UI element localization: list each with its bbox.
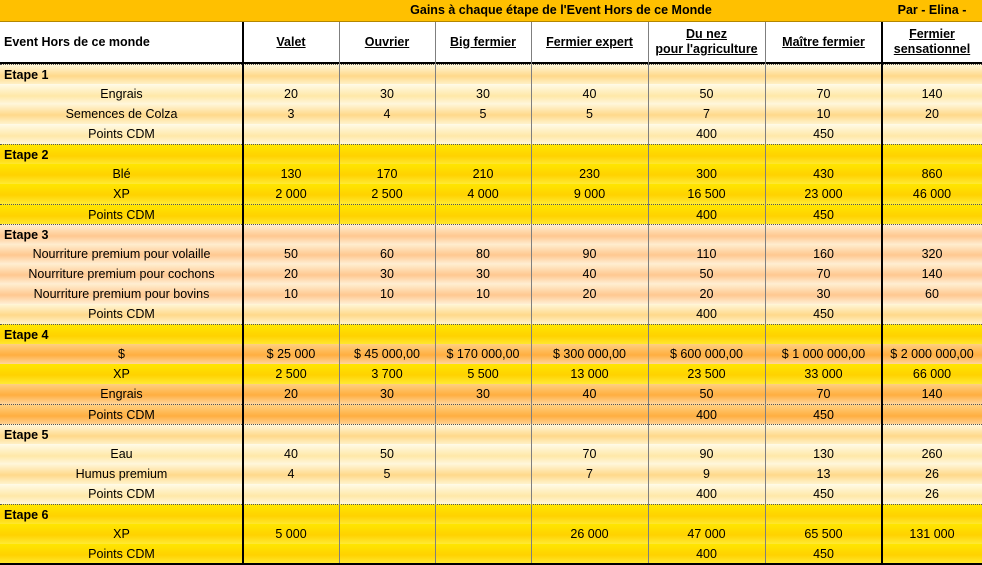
table-cell: 10 xyxy=(476,287,490,301)
table-cell: 60 xyxy=(380,247,394,261)
table-row xyxy=(0,184,982,204)
table-cell: 46 000 xyxy=(912,187,952,201)
table-cell xyxy=(531,205,648,225)
header-row xyxy=(0,22,982,64)
table-row xyxy=(0,484,982,504)
table-cell: 30 xyxy=(476,387,490,401)
table-row xyxy=(0,164,982,184)
table-row xyxy=(0,104,982,124)
table-cell: 3 700 xyxy=(371,367,403,381)
table-cell: 3 xyxy=(287,107,295,121)
table-cell: 5 xyxy=(383,467,391,481)
table-cell: 230 xyxy=(579,167,600,181)
table-cell: 4 xyxy=(383,107,391,121)
table-row xyxy=(0,304,982,324)
table-cell: $ 45 000,00 xyxy=(353,347,421,361)
table-row xyxy=(0,344,982,364)
table-cell xyxy=(243,225,339,245)
table-row xyxy=(0,524,982,544)
table-cell: 50 xyxy=(380,447,394,461)
table-cell: $ 1 000 000,00 xyxy=(781,347,866,361)
header-col-6 xyxy=(765,22,882,62)
table-cell xyxy=(531,544,648,564)
table-cell xyxy=(243,405,339,425)
table-cell: 26 xyxy=(925,487,939,501)
table-cell xyxy=(339,225,435,245)
table-cell xyxy=(765,145,882,165)
table-cell: $ 25 000 xyxy=(266,347,316,361)
table-cell xyxy=(339,304,435,324)
table-cell xyxy=(435,225,531,245)
table-cell xyxy=(531,325,648,345)
table-cell: 23 500 xyxy=(687,367,726,381)
table-cell: 2 500 xyxy=(371,187,403,201)
row-label: Eau xyxy=(110,447,133,461)
row-label: Points CDM xyxy=(88,408,155,422)
table-cell xyxy=(435,145,531,165)
table-cell xyxy=(243,425,339,445)
row-label: Nourriture premium pour volaille xyxy=(32,247,211,261)
table-cell xyxy=(339,65,435,85)
table-row xyxy=(0,544,982,564)
table-cell: 4 xyxy=(287,467,295,481)
table-cell: 110 xyxy=(696,247,717,261)
table-row xyxy=(0,444,982,464)
table-cell: 400 xyxy=(696,307,717,321)
table-cell: 140 xyxy=(921,267,943,281)
table-cell xyxy=(531,145,648,165)
grid-line-major xyxy=(881,22,883,565)
table-cell xyxy=(648,225,765,245)
table-cell: 70 xyxy=(816,87,831,101)
table-cell xyxy=(765,425,882,445)
table-cell: 130 xyxy=(813,447,834,461)
table-cell xyxy=(435,205,531,225)
table-cell: 40 xyxy=(284,447,298,461)
table-cell: 210 xyxy=(472,167,494,181)
stage-label: Etape 4 xyxy=(4,328,49,342)
table-cell: 70 xyxy=(816,267,831,281)
table-cell xyxy=(531,124,648,144)
stage-label: Etape 6 xyxy=(4,508,49,522)
table-cell xyxy=(531,484,648,504)
table-cell xyxy=(648,325,765,345)
table-cell xyxy=(882,505,982,525)
table-cell: 90 xyxy=(699,447,714,461)
table-cell: 450 xyxy=(813,487,834,501)
table-cell xyxy=(243,205,339,225)
table-cell: 10 xyxy=(284,287,298,301)
table-cell xyxy=(765,505,882,525)
table-cell: 2 500 xyxy=(275,367,307,381)
author-credit: Par - Elina - xyxy=(897,3,967,17)
grid-line-minor xyxy=(648,22,649,565)
table-cell xyxy=(435,124,531,144)
table-cell xyxy=(339,425,435,445)
table-cell: 13 000 xyxy=(570,367,609,381)
stage-row xyxy=(0,64,982,85)
table-cell: 860 xyxy=(921,167,943,181)
table-cell xyxy=(243,505,339,525)
table-cell xyxy=(339,205,435,225)
table-cell: 9 xyxy=(703,467,710,481)
table-cell xyxy=(435,65,531,85)
table-cell: 60 xyxy=(925,287,939,301)
table-row xyxy=(0,244,982,264)
table-cell: 5 500 xyxy=(467,367,499,381)
table-cell xyxy=(882,325,982,345)
table-cell: 30 xyxy=(476,267,490,281)
header-col-1 xyxy=(243,22,339,62)
table-cell: 10 xyxy=(380,287,394,301)
table-cell xyxy=(243,304,339,324)
table-cell xyxy=(435,325,531,345)
table-cell xyxy=(648,425,765,445)
table-cell: 450 xyxy=(813,547,834,561)
stage-label: Etape 2 xyxy=(4,148,49,162)
table-cell: 33 000 xyxy=(804,367,843,381)
row-label: Semences de Colza xyxy=(65,107,178,121)
table-cell xyxy=(882,405,982,425)
header-col-2 xyxy=(339,22,435,62)
table-cell xyxy=(765,325,882,345)
stage-label: Etape 3 xyxy=(4,228,49,242)
row-label: XP xyxy=(113,527,130,541)
stage-row xyxy=(0,504,982,525)
header-col-line: Fermier expert xyxy=(546,34,633,49)
row-label: XP xyxy=(113,187,130,201)
row-label: Nourriture premium pour cochons xyxy=(28,267,215,281)
table-cell xyxy=(435,425,531,445)
table-cell: 30 xyxy=(380,87,394,101)
grid-line-minor xyxy=(531,22,532,565)
table-cell xyxy=(435,544,531,564)
table-cell: $ 300 000,00 xyxy=(553,347,626,361)
table-cell: 4 000 xyxy=(467,187,499,201)
table-cell xyxy=(243,145,339,165)
table-row xyxy=(0,464,982,484)
grid-line-minor xyxy=(435,22,436,565)
header-col-line: Du nez xyxy=(686,27,727,41)
stage-label: Etape 5 xyxy=(4,428,49,442)
table-cell: 10 xyxy=(816,107,831,121)
stage-row xyxy=(0,424,982,445)
table-cell: $ 170 000,00 xyxy=(446,347,520,361)
table-cell xyxy=(339,524,435,544)
table-cell xyxy=(531,304,648,324)
table-cell xyxy=(435,304,531,324)
table-cell: 160 xyxy=(813,247,834,261)
table-cell: 300 xyxy=(696,167,717,181)
table-cell: 5 000 xyxy=(275,527,307,541)
table-cell: 26 000 xyxy=(570,527,609,541)
row-label: Points CDM xyxy=(88,547,155,561)
table-cell xyxy=(243,544,339,564)
grid-line-major xyxy=(242,22,244,565)
table-row xyxy=(0,384,982,404)
table-cell xyxy=(882,425,982,445)
table-cell: 23 000 xyxy=(804,187,843,201)
table-cell: 40 xyxy=(582,87,597,101)
table-cell: 40 xyxy=(582,387,597,401)
table-cell xyxy=(882,225,982,245)
table-cell xyxy=(882,205,982,225)
table-cell: $ 2 000 000,00 xyxy=(890,347,974,361)
table-cell: 13 xyxy=(816,467,831,481)
table-cell: 47 000 xyxy=(687,527,726,541)
table-cell: 30 xyxy=(380,267,394,281)
table-row xyxy=(0,204,982,225)
table-row xyxy=(0,84,982,104)
header-col-4 xyxy=(531,22,648,62)
stage-label: Etape 1 xyxy=(4,68,49,82)
row-label: Humus premium xyxy=(75,467,168,481)
table-cell xyxy=(243,484,339,504)
table-cell: 170 xyxy=(376,167,398,181)
table-cell xyxy=(243,124,339,144)
table-cell xyxy=(339,124,435,144)
table-cell: 66 000 xyxy=(912,367,952,381)
table-cell: 140 xyxy=(921,87,943,101)
header-col-line: Fermier xyxy=(909,27,955,41)
table-cell: 5 xyxy=(479,107,487,121)
table-cell xyxy=(765,65,882,85)
table-row xyxy=(0,264,982,284)
table-cell: 30 xyxy=(476,87,490,101)
row-label: Engrais xyxy=(100,87,143,101)
row-label: Nourriture premium pour bovins xyxy=(33,287,210,301)
table-row xyxy=(0,124,982,144)
table-cell: 20 xyxy=(284,267,298,281)
table-cell xyxy=(243,65,339,85)
row-label: Engrais xyxy=(100,387,143,401)
table-cell: 26 xyxy=(925,467,939,481)
table-cell xyxy=(435,444,531,464)
table-row xyxy=(0,364,982,384)
table-cell xyxy=(882,544,982,564)
table-cell: 400 xyxy=(696,208,717,222)
table-cell xyxy=(882,145,982,165)
table-cell xyxy=(339,145,435,165)
table-cell xyxy=(339,505,435,525)
table-cell xyxy=(531,505,648,525)
table-cell: 70 xyxy=(816,387,831,401)
table-cell: 30 xyxy=(816,287,831,301)
table-cell xyxy=(882,65,982,85)
table-cell xyxy=(435,524,531,544)
title-bar xyxy=(0,0,982,22)
table-cell xyxy=(243,325,339,345)
table-cell: 80 xyxy=(476,247,490,261)
row-label: Points CDM xyxy=(88,487,155,501)
table-cell xyxy=(648,65,765,85)
table-cell xyxy=(339,405,435,425)
stage-row xyxy=(0,324,982,345)
table-cell: 7 xyxy=(586,467,593,481)
table-cell xyxy=(435,484,531,504)
table-cell: 20 xyxy=(284,87,298,101)
grid-line-minor xyxy=(765,22,766,565)
table-cell xyxy=(531,425,648,445)
table-cell: 50 xyxy=(699,87,714,101)
table-cell: 450 xyxy=(813,208,834,222)
table-cell: 130 xyxy=(280,167,302,181)
table-cell: 16 500 xyxy=(687,187,726,201)
header-col-line: pour l'agriculture xyxy=(655,42,758,56)
table-cell xyxy=(648,505,765,525)
table-cell: 140 xyxy=(921,387,943,401)
table-cell xyxy=(531,405,648,425)
header-event-name: Event Hors de ce monde xyxy=(4,34,150,49)
stage-row xyxy=(0,224,982,245)
table-cell: 260 xyxy=(921,447,943,461)
header-col-3 xyxy=(435,22,531,62)
table-cell: 70 xyxy=(582,447,597,461)
table-cell xyxy=(531,225,648,245)
table-cell: 131 000 xyxy=(909,527,955,541)
table-cell: 400 xyxy=(696,487,717,501)
header-col-7 xyxy=(882,22,982,62)
stage-row xyxy=(0,144,982,165)
table-cell: 430 xyxy=(813,167,834,181)
table-cell: 7 xyxy=(703,107,710,121)
table-cell: 400 xyxy=(696,408,717,422)
grid-line-minor xyxy=(339,22,340,565)
table-cell: 50 xyxy=(699,267,714,281)
table-cell: 5 xyxy=(586,107,593,121)
table-cell xyxy=(648,145,765,165)
table-cell: 40 xyxy=(582,267,597,281)
table-cell xyxy=(882,124,982,144)
table-cell: 50 xyxy=(284,247,298,261)
table-cell xyxy=(339,325,435,345)
header-col-5 xyxy=(648,22,765,62)
table-cell xyxy=(435,405,531,425)
table-cell: 400 xyxy=(696,547,717,561)
table-cell: 450 xyxy=(813,127,834,141)
row-label: Points CDM xyxy=(88,208,155,222)
table-cell xyxy=(765,225,882,245)
row-label: $ xyxy=(118,347,125,361)
header-col-line: Ouvrier xyxy=(364,34,410,49)
row-label: XP xyxy=(113,367,130,381)
table-cell: 20 xyxy=(284,387,298,401)
table-cell: 20 xyxy=(925,107,939,121)
table-row xyxy=(0,284,982,304)
table-cell: 9 000 xyxy=(573,187,606,201)
table-cell xyxy=(435,464,531,484)
table-cell: 20 xyxy=(699,287,714,301)
table-cell: 450 xyxy=(813,408,834,422)
row-label: Points CDM xyxy=(88,127,155,141)
table-cell xyxy=(882,304,982,324)
table-cell xyxy=(435,505,531,525)
table-row xyxy=(0,404,982,425)
header-col-line: sensationnel xyxy=(893,42,971,56)
header-col-line: Valet xyxy=(276,34,306,49)
header-col-line: Big fermier xyxy=(450,34,516,49)
table-cell: $ 600 000,00 xyxy=(670,347,743,361)
table-cell: 400 xyxy=(696,127,717,141)
table-cell: 320 xyxy=(921,247,943,261)
row-label: Points CDM xyxy=(88,307,155,321)
table-cell: 65 500 xyxy=(804,527,843,541)
table-cell: 450 xyxy=(813,307,834,321)
table-cell xyxy=(531,65,648,85)
table-cell: 90 xyxy=(582,247,597,261)
row-label: Blé xyxy=(112,167,131,181)
table-cell: 2 000 xyxy=(275,187,307,201)
table-cell: 30 xyxy=(380,387,394,401)
header-col-line: Maître fermier xyxy=(782,34,865,49)
table-cell xyxy=(339,484,435,504)
table-cell: 20 xyxy=(582,287,597,301)
sheet-title: Gains à chaque étape de l'Event Hors de ce Monde xyxy=(410,3,712,17)
table-cell: 50 xyxy=(699,387,714,401)
table-cell xyxy=(339,544,435,564)
